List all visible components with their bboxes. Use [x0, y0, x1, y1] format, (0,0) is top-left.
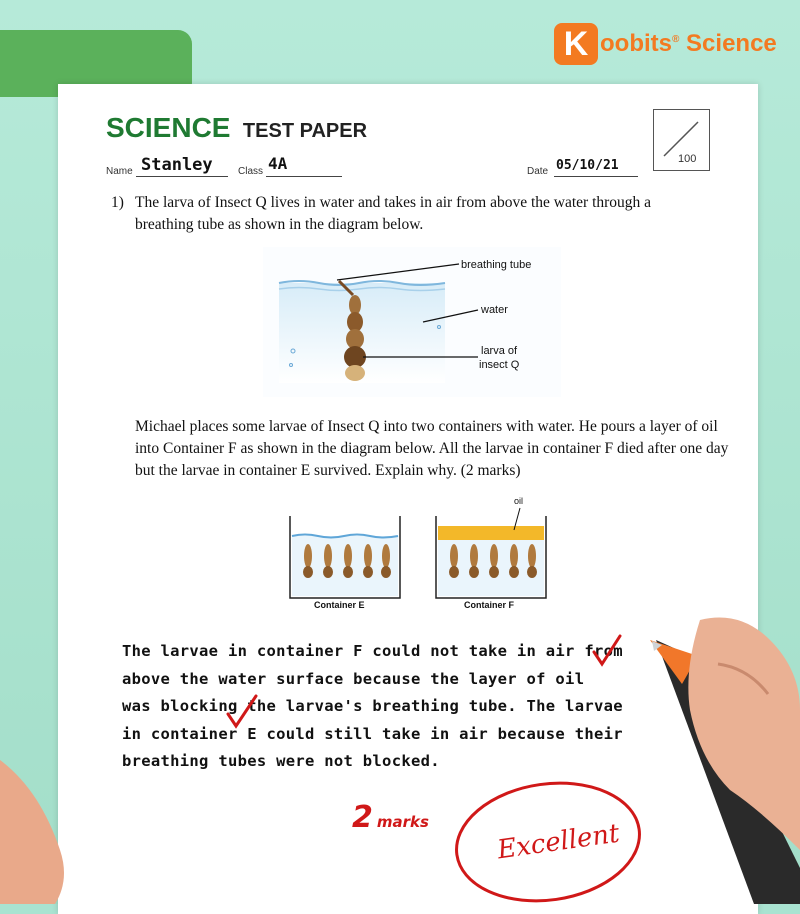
question-paragraph-2: Michael places some larvae of Insect Q into two containers with water. He pours a layer of oil into Container F as shown in the diagram below. All the larvae in container F died after one day but the larvae in container E survived. Explain why. (2 marks)	[135, 418, 729, 479]
question-text: The larva of Insect Q lives in water and takes in air from above the water through a breathing tube as shown in the diagram below.	[135, 194, 652, 233]
name-label: Name	[106, 166, 133, 177]
answer-line: in container E could still take in air because their	[122, 724, 623, 743]
class-label: Class	[238, 166, 264, 177]
excellent-comment: Excellent	[495, 818, 622, 866]
label-water: water	[481, 304, 508, 316]
checkmark-icon	[594, 636, 620, 664]
label-larva-line1: larva of	[481, 345, 518, 357]
answer-line: above the water surface because the layer of oil	[122, 669, 585, 688]
logo-mark: K	[554, 23, 598, 65]
marks-awarded	[352, 800, 429, 835]
answer-line: was blocking the larvae's breathing tube. The larvae	[122, 697, 623, 715]
answer-line: The larvae in container F could not take in air from	[122, 642, 623, 660]
label-container-f: Container F	[464, 600, 515, 610]
marks-number: 2	[352, 800, 373, 835]
label-breathing-tube: breathing tube	[461, 259, 532, 271]
title-sub: TEST PAPER	[242, 120, 368, 142]
score-total: 100	[678, 153, 697, 165]
brand-name: oobits	[600, 30, 672, 57]
date-value: 05/10/21	[556, 158, 619, 173]
label-oil: oil	[514, 496, 524, 506]
title-main: SCIENCE	[106, 112, 231, 143]
registered-mark: ®	[672, 34, 680, 45]
label-container-e: Container E	[314, 600, 365, 610]
name-value: Stanley	[141, 155, 213, 175]
left-hand-decoration	[0, 760, 64, 904]
date-label: Date	[527, 166, 549, 177]
answer-line: breathing tubes were not blocked.	[122, 752, 440, 770]
question-number: 1)	[111, 194, 124, 211]
class-value: 4A	[268, 154, 288, 173]
label-larva-line2: insect Q	[479, 359, 520, 371]
brand-product: Science	[686, 30, 777, 57]
marks-word: marks	[376, 813, 429, 831]
checkmark-icon	[228, 696, 256, 726]
